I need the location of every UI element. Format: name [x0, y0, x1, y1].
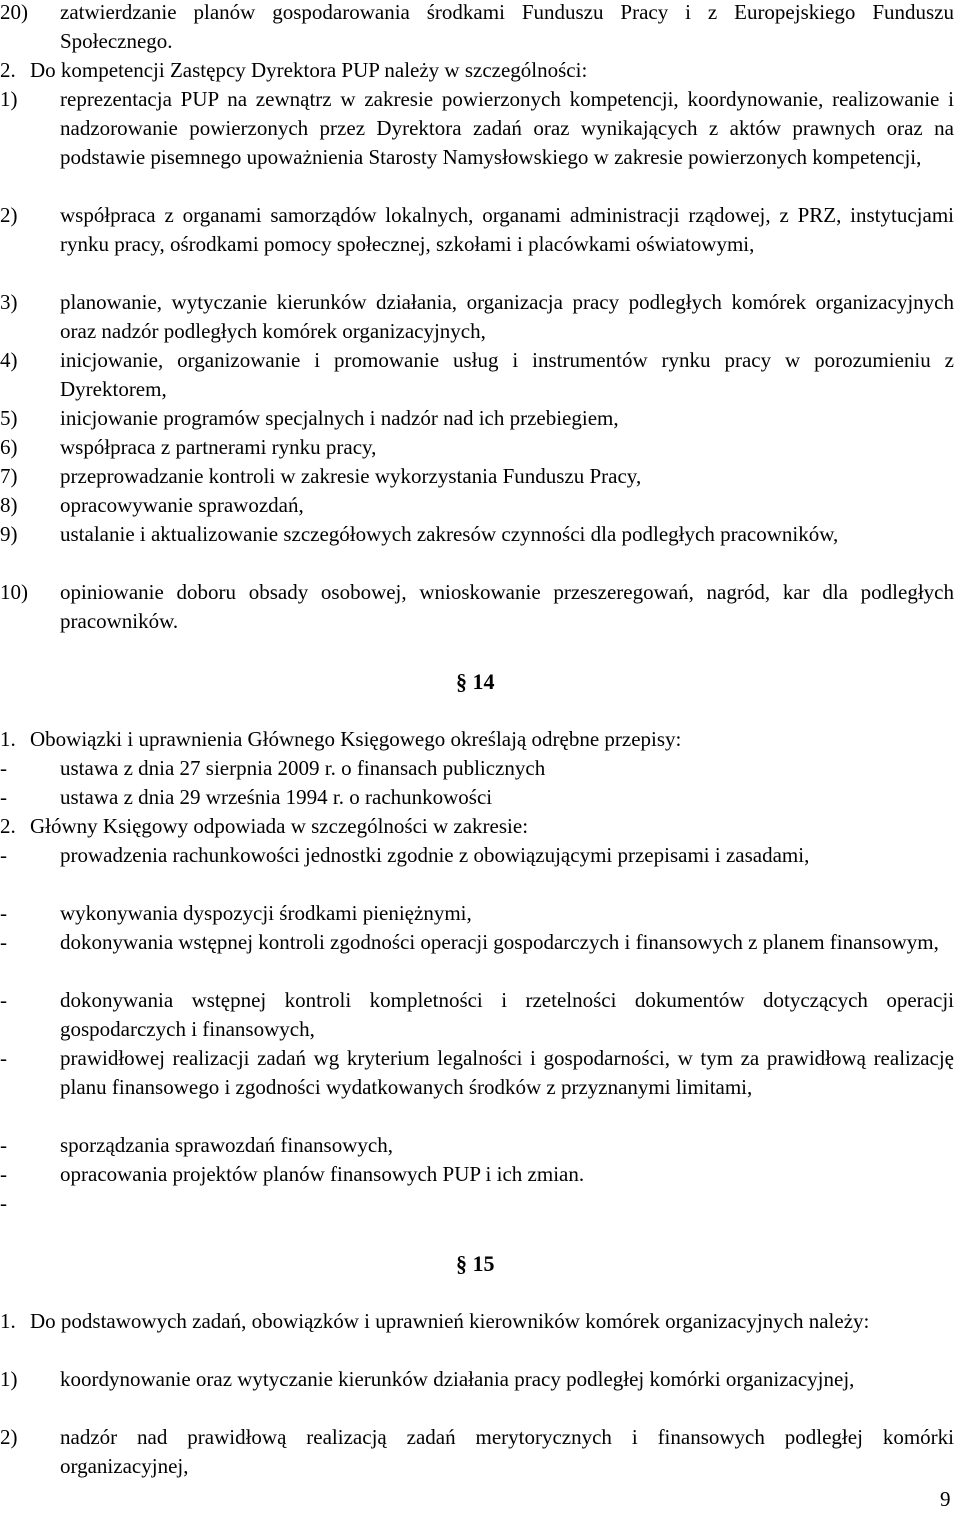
item-text: dokonywania wstępnej kontroli zgodności operacji gospodarczych i finansowych z planem finansowym,	[60, 930, 939, 954]
dash-marker: -	[0, 756, 7, 780]
item-number: 4)	[0, 348, 18, 372]
point-number: 2.	[0, 58, 16, 82]
item-text: inicjowanie, organizowanie i promowanie usług i instrumentów rynku pracy w porozumieniu z Dyrektorem,	[60, 348, 954, 401]
item-text: ustawa z dnia 29 września 1994 r. o rachunkowości	[60, 785, 493, 809]
list-item	[0, 0, 954, 56]
list-item	[0, 404, 954, 433]
list-item	[0, 346, 954, 404]
section-heading-15	[0, 1249, 960, 1278]
dash-marker: -	[0, 1162, 7, 1186]
point-text: Do kompetencji Zastępcy Dyrektora PUP należy w szczególności:	[30, 58, 588, 82]
list-item	[0, 491, 954, 520]
item-number: 1)	[0, 87, 18, 111]
dash-marker: -	[0, 1191, 7, 1215]
item-text: reprezentacja PUP na zewnątrz w zakresie powierzonych kompetencji, koordynowanie, realizowanie i nadzorowanie powierzonych przez Dyrektora zadań oraz wynikających z aktów prawnych oraz na podstawie pisemnego upoważnienia Starosty Namysłowskiego w zakresie powierzonych kompetencji,	[60, 87, 954, 169]
page-number: 9	[940, 1487, 951, 1511]
item-number: 2)	[0, 1425, 18, 1449]
point-text: Główny Księgowy odpowiada w szczególności w zakresie:	[30, 814, 529, 838]
item-number: 3)	[0, 290, 18, 314]
section-heading-text: § 15	[456, 1251, 495, 1276]
list-item	[0, 201, 954, 259]
item-number: 2)	[0, 203, 18, 227]
item-number: 10)	[0, 580, 28, 604]
section-heading-14	[0, 667, 960, 696]
point-number: 1.	[0, 1309, 16, 1333]
item-text: nadzór nad prawidłową realizacją zadań merytorycznych i finansowych podległej komórki organizacyjnej,	[60, 1425, 954, 1478]
list-item	[0, 1423, 954, 1481]
paragraph-point-2	[0, 812, 954, 841]
item-text: planowanie, wytyczanie kierunków działania, organizacja pracy podległych komórek organizacyjnych oraz nadzór podległych komórek organizacyjnych,	[60, 290, 954, 343]
paragraph-point-2	[0, 56, 954, 85]
list-item	[0, 1044, 954, 1102]
list-item	[0, 1131, 954, 1160]
dash-marker: -	[0, 843, 7, 867]
list-item	[0, 783, 954, 812]
paragraph-point-1	[0, 1307, 954, 1336]
item-text: inicjowanie programów specjalnych i nadzór nad ich przebiegiem,	[60, 406, 619, 430]
list-item	[0, 433, 954, 462]
point-number: 2.	[0, 814, 16, 838]
point-text: Do podstawowych zadań, obowiązków i uprawnień kierowników komórek organizacyjnych należy:	[30, 1309, 870, 1333]
dash-marker: -	[0, 988, 7, 1012]
list-item	[0, 754, 954, 783]
point-number: 1.	[0, 727, 16, 751]
item-number: 7)	[0, 464, 18, 488]
item-number: 1)	[0, 1367, 18, 1391]
item-text: prowadzenia rachunkowości jednostki zgodnie z obowiązującymi przepisami i zasadami,	[60, 843, 810, 867]
item-text: przeprowadzanie kontroli w zakresie wykorzystania Funduszu Pracy,	[60, 464, 642, 488]
section-heading-text: § 14	[456, 669, 495, 694]
list-item	[0, 928, 954, 957]
item-text: ustawa z dnia 27 sierpnia 2009 r. o finansach publicznych	[60, 756, 546, 780]
list-item	[0, 841, 954, 870]
dash-marker: -	[0, 901, 7, 925]
item-text: dokonywania wstępnej kontroli kompletności i rzetelności dokumentów dotyczących operacji gospodarczych i finansowych,	[60, 988, 954, 1041]
paragraph-point-1	[0, 725, 954, 754]
dash-marker: -	[0, 1046, 7, 1070]
list-item	[0, 899, 954, 928]
item-text: opracowywanie sprawozdań,	[60, 493, 304, 517]
list-item	[0, 1160, 954, 1189]
list-item	[0, 288, 954, 346]
item-number: 9)	[0, 522, 18, 546]
item-text: zatwierdzanie planów gospodarowania środkami Funduszu Pracy i z Europejskiego Funduszu Społecznego.	[60, 0, 954, 53]
item-number: 6)	[0, 435, 18, 459]
item-text: opiniowanie doboru obsady osobowej, wnioskowanie przeszeregowań, nagród, kar dla podległych pracowników.	[60, 580, 954, 633]
item-number: 20)	[0, 0, 28, 24]
list-item	[0, 578, 954, 636]
item-text: współpraca z organami samorządów lokalnych, organami administracji rządowej, z PRZ, instytucjami rynku pracy, ośrodkami pomocy społecznej, szkołami i placówkami oświatowymi,	[60, 203, 954, 256]
item-number: 5)	[0, 406, 18, 430]
dash-marker: -	[0, 785, 7, 809]
list-item	[0, 986, 954, 1044]
dash-marker: -	[0, 930, 7, 954]
point-text: Obowiązki i uprawnienia Głównego Księgowego określają odrębne przepisy:	[30, 727, 682, 751]
list-item	[0, 520, 954, 549]
list-item	[0, 1365, 954, 1394]
item-text: sporządzania sprawozdań finansowych,	[60, 1133, 393, 1157]
dash-marker: -	[0, 1133, 7, 1157]
item-text: opracowania projektów planów finansowych PUP i ich zmian.	[60, 1162, 585, 1186]
item-text: wykonywania dyspozycji środkami pieniężnymi,	[60, 901, 472, 925]
item-number: 8)	[0, 493, 18, 517]
list-item	[0, 85, 954, 172]
item-text: ustalanie i aktualizowanie szczegółowych zakresów czynności dla podległych pracowników,	[60, 522, 839, 546]
item-text: koordynowanie oraz wytyczanie kierunków działania pracy podległej komórki organizacyjnej,	[60, 1367, 855, 1391]
item-text: prawidłowej realizacji zadań wg kryterium legalności i gospodarności, w tym za prawidłową realizację planu finansowego i zgodności wydatkowanych środków z przyznanymi limitami,	[60, 1046, 954, 1099]
item-text: współpraca z partnerami rynku pracy,	[60, 435, 377, 459]
list-item	[0, 462, 954, 491]
